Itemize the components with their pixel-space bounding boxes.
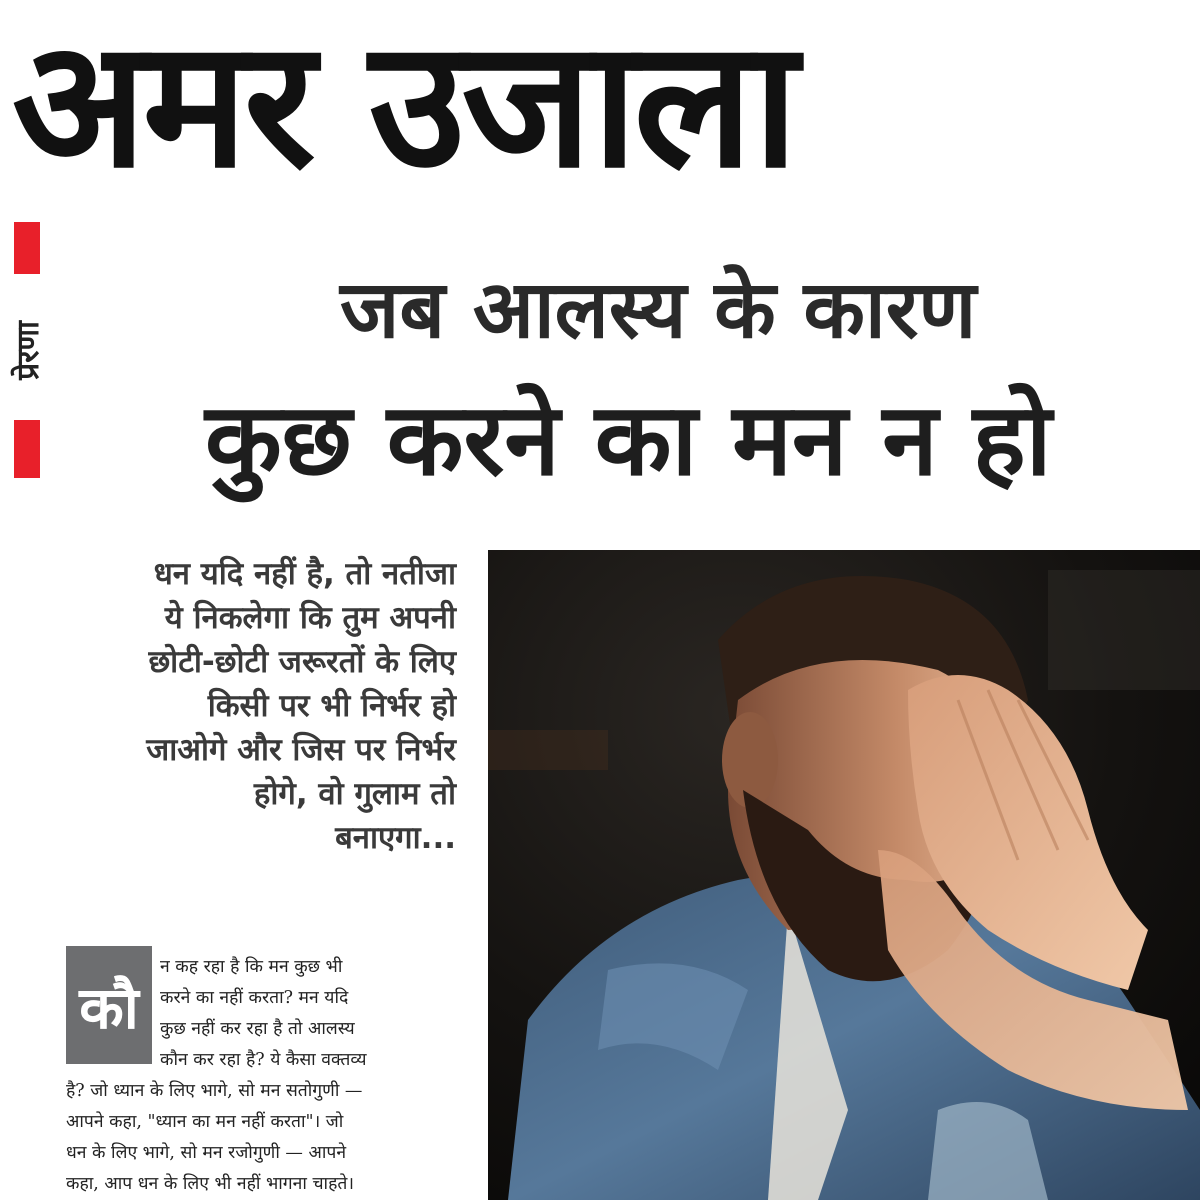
pull-quote-line: किसी पर भी निर्भर हो (207, 688, 456, 724)
pull-quote-line: ये निकलेगा कि तुम अपनी (164, 600, 456, 636)
article-line: आपने कहा, "ध्यान का मन नहीं करता"। जो (66, 1112, 344, 1132)
pull-quote-line: होगे, वो गुलाम तो (253, 776, 456, 812)
article-line: कौन कर रहा है? ये कैसा वक्तव्य (160, 1050, 367, 1070)
section-tag-bar-bottom (14, 420, 40, 478)
article-line: कुछ नहीं कर रहा है तो आलस्य (160, 1019, 355, 1039)
masthead-title: अमर उजाला (12, 2, 795, 207)
man-rubbing-eyes-photo-icon (488, 550, 1200, 1200)
article-photo (488, 550, 1200, 1200)
section-tag-label: प्रेरणा (10, 320, 46, 380)
article-line: धन के लिए भागे, सो मन रजोगुणी — आपने (66, 1143, 347, 1163)
article-line: है? जो ध्यान के लिए भागे, सो मन सतोगुणी — (66, 1081, 363, 1101)
article-line: कहा, आप धन के लिए भी नहीं भागना चाहते। (66, 1174, 354, 1194)
article-dropcap: कौ (66, 946, 152, 1064)
pull-quote-line: बनाएगा... (335, 820, 456, 856)
section-tag (4, 222, 48, 492)
pull-quote-line: छोटी-छोटी जरूरतों के लिए (148, 644, 456, 680)
pull-quote-line: धन यदि नहीं है, तो नतीजा (153, 556, 456, 592)
pull-quote-line: जाओगे और जिस पर निर्भर (146, 732, 456, 768)
article-intro-lines (160, 952, 367, 1076)
headline-line-2: कुछ करने का मन न हो (205, 381, 1052, 498)
article-body-lines (66, 1076, 362, 1200)
headline-line-1: जब आलस्य के कारण (340, 263, 977, 356)
article-line: करने का नहीं करता? मन यदि (160, 988, 349, 1008)
pull-quote (60, 552, 456, 860)
section-tag-label-wrap (4, 288, 48, 412)
article-line: न कह रहा है कि मन कुछ भी (160, 957, 343, 977)
section-tag-bar-top (14, 222, 40, 274)
